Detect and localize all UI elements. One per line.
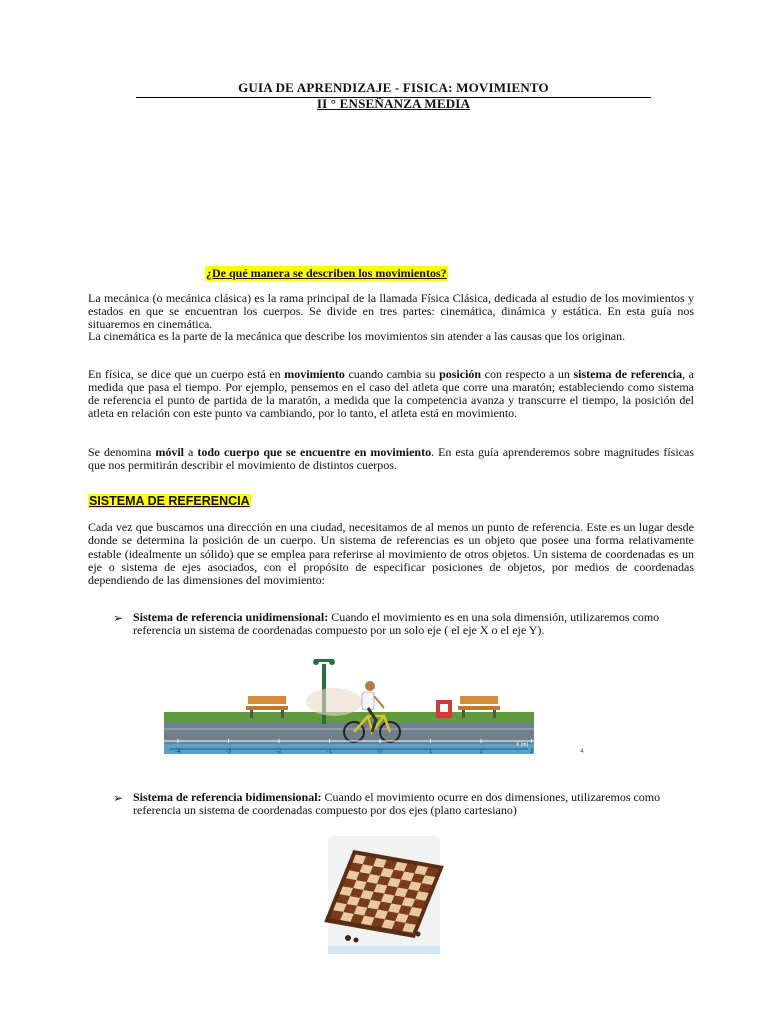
axis-tick-label: -3 (225, 749, 232, 755)
axis-tick-label: -4 (175, 749, 181, 755)
axis-tick-label: 1 (428, 749, 433, 755)
p3-bold-posicion: posición (439, 367, 482, 381)
bullet-arrow-icon-2: ➢ (113, 791, 124, 805)
p4-text-e: . En esta guía aprenderemos sobre magnitudes físicas que nos permitirán describir el movimiento de distintos cuerpos. (88, 445, 694, 472)
intro-paragraph-4 (88, 446, 694, 472)
bullet-2-bold: Sistema de referencia bidimensional: (133, 790, 322, 804)
document-subtitle: II ° ENSEÑANZA MEDIA (316, 96, 471, 111)
axis-label: X (m) (516, 742, 529, 748)
section-paragraph: Cada vez que buscamos una dirección en una ciudad, necesitamos de al menos un punto de referencia. Este es un lugar desde donde se determina la posición de un cuerpo. Un sistema de referencias es un objeto que posee una forma relativamente estable (idealmente un sólido) que se emplea para referirse al movimiento de otros objetos. Un sistema de coordenadas es un eje o sistema de ejes asociados, con el propósito de especificar posiciones de objetos, por medios de coordenadas dependiendo de las dimensiones del movimiento: (88, 520, 694, 588)
chessboard-figure (328, 836, 440, 954)
p4-text-c: a (184, 445, 198, 459)
p3-text-c: cuando cambia su (344, 367, 440, 381)
bullet-unidimensional (133, 611, 695, 637)
bullet-bidimensional (133, 791, 695, 817)
bullet-1-text: Cuando el movimiento es en una sola dimensión, utilizaremos como referencia un sistema de coordenadas compuesto por un solo eje ( el eje X o el eje Y). (133, 610, 660, 637)
p4-text-a: Se denomina (88, 445, 156, 459)
bullet-arrow-icon: ➢ (113, 611, 124, 625)
axis-tick-label: -1 (326, 749, 333, 755)
p3-text-a: En física, se dice que un cuerpo está en (88, 367, 285, 381)
cyclist-number-line-figure (164, 650, 584, 762)
p3-text-e: con respecto a un (481, 367, 574, 381)
p4-bold-movil: móvil (155, 445, 184, 459)
intro-paragraph-3 (88, 368, 694, 420)
axis-tick-label: 4 (580, 749, 584, 755)
axis-tick-label: 0 (378, 749, 382, 755)
p3-bold-movimiento: movimiento (284, 367, 345, 381)
document-title-line-1: GUIA DE APRENDIZAJE - FISICA: MOVIMIENTO (136, 80, 651, 98)
axis-tick-label: -2 (276, 749, 282, 755)
intro-paragraph-2: La cinemática es la parte de la mecánica que describe los movimientos sin atender a las causas que los originan. (88, 329, 626, 343)
bullet-1-bold: Sistema de referencia unidimensional: (133, 610, 329, 624)
document-title-line-2 (136, 96, 651, 112)
section-heading: SISTEMA DE REFERENCIA (89, 494, 250, 508)
question-heading: ¿De qué manera se describen los movimientos? (206, 266, 447, 280)
intro-paragraph-1: La mecánica (o mecánica clásica) es la rama principal de la llamada Física Clásica, dedicada al estudio de los movimientos y estados en que se encuentran los cuerpos. Se divide en tres partes: cinemática, dinámica y estática. En esta guía nos situaremos en cinemática. (88, 291, 694, 331)
p3-bold-sistema-referencia: sistema de referencia (573, 367, 683, 381)
p3-text-g: , a medida que pasa el tiempo. Por ejemplo, pensemos en el caso del atleta que corre una maratón; estableciendo como sistema de referencia el punto de partida de la maratón, a medida que la competencia avanza y transcurre el tiempo, la posición del atleta en relación con este punto va cambiando, por lo tanto, el atleta está en movimiento. (88, 367, 695, 420)
axis-tick-label: 2 (479, 749, 483, 755)
axis-tick-label: 3 (529, 749, 534, 755)
bullet-2-text: Cuando el movimiento ocurre en dos dimensiones, utilizaremos como referencia un sistema de coordenadas compuesto por dos ejes (plano cartesiano) (133, 790, 661, 817)
p4-bold-todo-cuerpo: todo cuerpo que se encuentre en movimiento (197, 445, 432, 459)
